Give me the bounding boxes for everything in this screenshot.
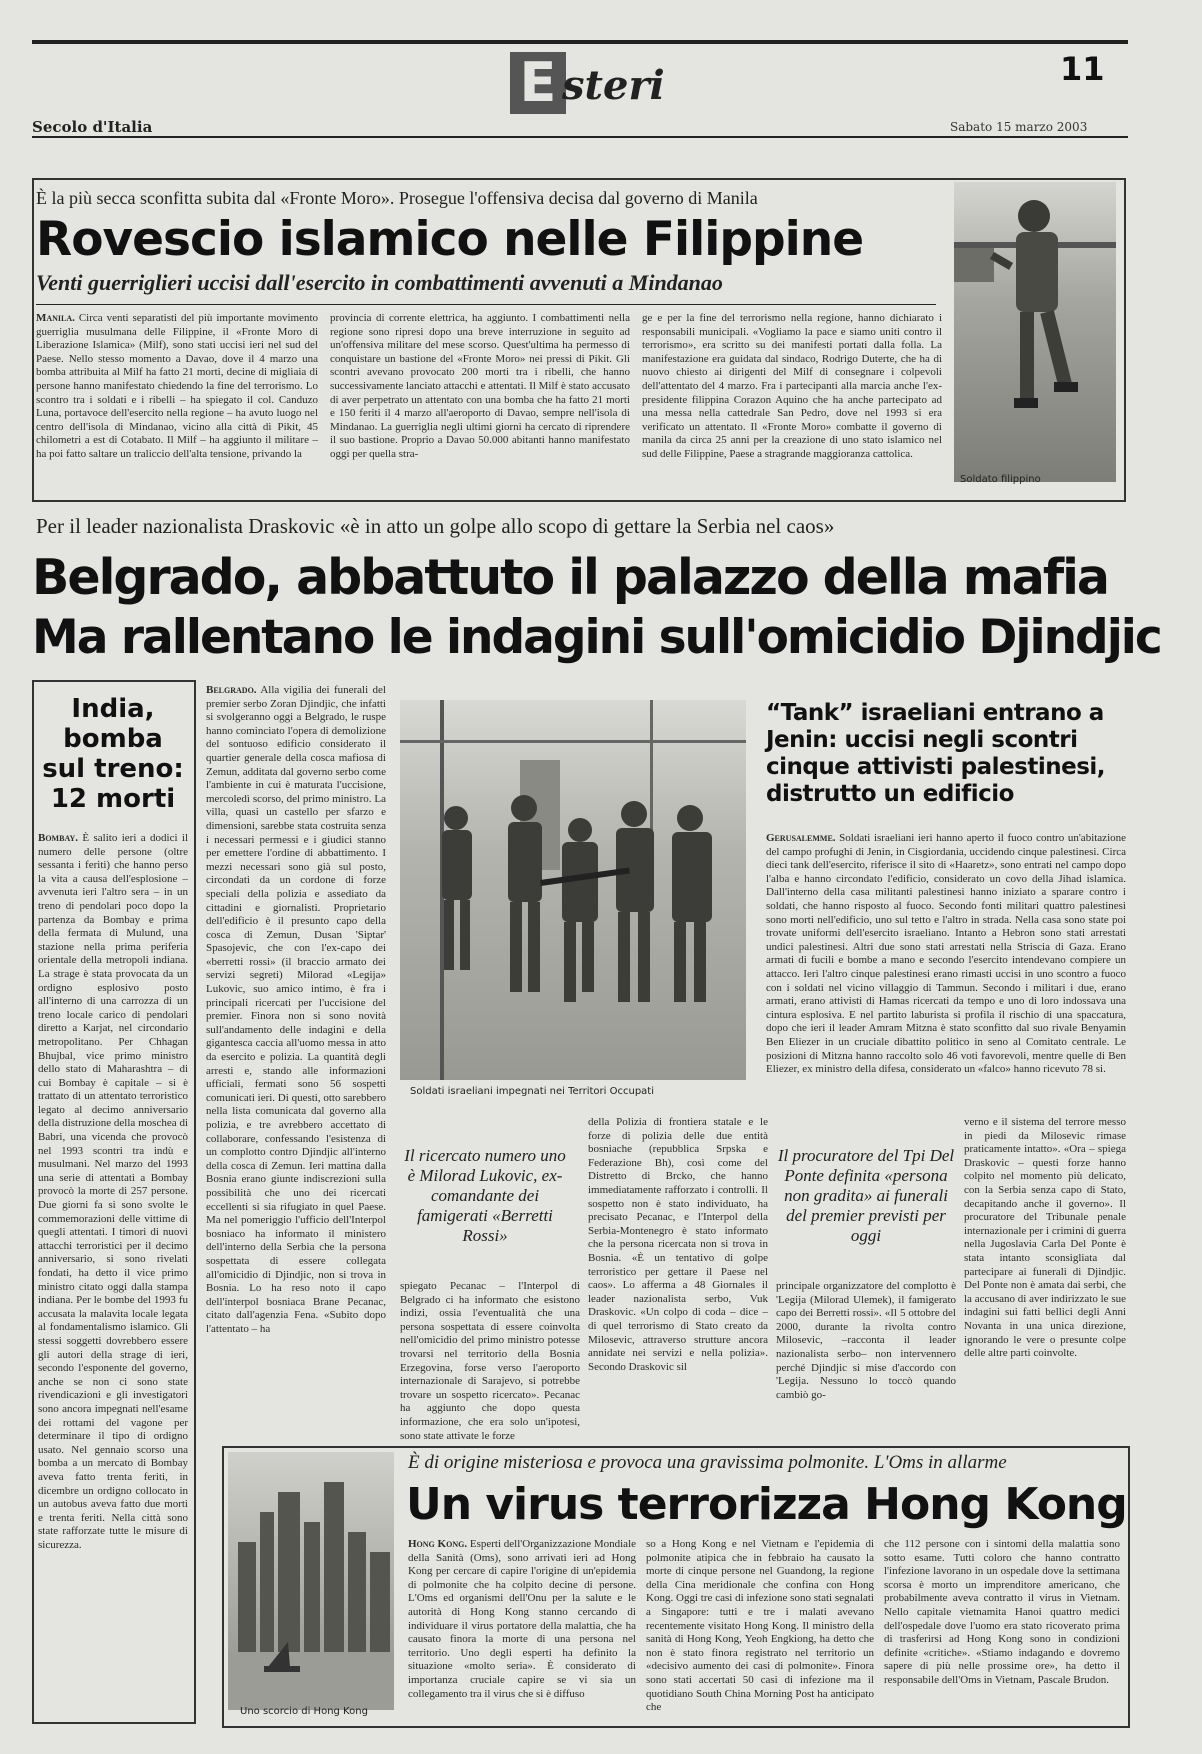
jenin-dateline: Gerusalemme. (766, 832, 836, 844)
philippines-col-2: provincia di corrente elettrica, ha aggiunto. I combattimenti nella regione sono ripresi dopo una breve interruzione in seguito ad un'offensiva militare del mese scorso. Quest'ultima ha permesso di conquistare un bastione del «Fronte Moro» nei pressi di Pikit. Gli scontri avevano provocato 200 morti tra i ribelli, che hanno successivamente lanciato attacchi e attentati. Il Milf è stato accusato di aver perpetrato un attentato con una bomba che ha fatto 21 morti e 150 feriti il 4 marzo all'aeroporto di Davao, sempre nell'isola di Mindanao. La guerriglia negli ultimi giorni ha cercato di riprendere il suo bastione. Proprio a Davao 50.000 abitanti hanno manifestato oggi per quella stra- (330, 312, 630, 460)
india-body-text: È salito ieri a dodici il numero delle persone (oltre sessanta i feriti) che hanno perso la vita a causa dell'esplosione – avvenuta ieri l'altro sera – in un treno di pendolari poco dopo la partenza da Bombay e prima della fermata di Mulund, una stazione nella prima periferia orientale della metropoli indiana. La strage è stata provocata da un ordigno esplosivo posto all'interno di una carrozza di un treno locale carico di pendolari diretto a Karjat, nel circondario metropolitano. Per Chhagan Bhujbal, vice primo ministro dello stato di Maharashtra – di cui Bombay è capitale – si è trattato di un attentato terroristico legato al decimo anniversario della distruzione della moschea di Babri, una vicenda che provocò nel 1993 scontri tra indù e musulmani. Nel marzo del 1993 una serie di attentati a Bombay provocò la morte di 257 persone. Due giorni fa si sono svolte le commemorazioni delle vittime di quegli attentati. I timori di nuovi attacchi terroristici per il decimo anniversario, si sono rivelati fondati, ha detto il vice primo ministro citato oggi dalla stampa indiana. Per le bombe del 1993 fu accusata la malavita locale legata al fondamentalismo islamico. Gli stessi soggetti dovrebbero essere gli autori della strage di ieri, secondo l'esponente del governo, anche se non ci sono state rivendicazioni e gli investigatori sono ancora impegnati nell'esame dei rottami del vagone per determinare il tipo di ordigno usato. Nel gennaio scorso una bomba a un mercato di Bombay aveva fatto trenta feriti, in dicembre un ordigno collocato in un autobus aveva fatto due morti e trenta feriti. Nella città sono state rafforzate tutte le misure di sicurezza. (38, 832, 189, 1551)
philippines-subhead: Venti guerriglieri uccisi dall'esercito in combattimenti avvenuti a Mindanao (36, 270, 723, 295)
hongkong-photo-caption: Uno scorcio di Hong Kong (240, 1706, 368, 1717)
section-letter-block (510, 52, 566, 114)
philippines-sub-rule (36, 304, 936, 305)
india-dateline: Bombay. (38, 832, 79, 844)
belgrade-headline-2: Ma rallentano le indagini sull'omicidio Djindjic (32, 610, 1161, 665)
hongkong-col-3: che 112 persone con i sintomi della malattia sono sotto esame. Tutti coloro che hanno contratto l'infezione lavorano in un ospedale dove la settimana scorsa è morto un imprenditore americano, che probabilmente aveva contratto il virus in Vietnam. Nello capitale vietnamita Hanoi quattro medici dell'ospedale dove l'uomo era stato ricoverato prima di trasferirsi ad Hong Kong sono in condizioni definite «critiche». «Stiamo indagando e dovremo sapere di più nelle prossime ore», ha detto il responsabile dell'Oms in Vietnam, Pascale Brudon. (884, 1538, 1120, 1686)
philippines-kicker: È la più secca sconfitta subita dal «Fronte Moro». Prosegue l'offensiva decisa dal governo di Manila (36, 188, 758, 208)
belgrade-headline-1: Belgrado, abbattuto il palazzo della mafia (32, 549, 1108, 606)
hongkong-skyline-photo (228, 1452, 394, 1710)
india-body (38, 832, 188, 1712)
philippines-col-1 (36, 312, 318, 492)
jenin-headline: “Tank” israeliani entrano a Jenin: uccisi negli scontri cinque attivisti palestinesi, distrutto un edificio (766, 700, 1106, 807)
hongkong-dateline: Hong Kong. (408, 1538, 468, 1550)
belgrade-kicker: Per il leader nazionalista Draskovic «è in atto un golpe allo scopo di gettare la Serbia nel caos» (36, 514, 835, 538)
section-title: steri (562, 62, 665, 109)
hongkong-kicker: È di origine misteriosa e provoca una gravissima polmonite. L'Oms in allarme (408, 1452, 1007, 1473)
belgrade-col-1 (206, 684, 386, 1416)
belgrade-pull-quote-2: Il procuratore del Tpi Del Ponte definita «persona non gradita» ai funerali del premier previsti per oggi (777, 1146, 955, 1245)
belgrade-col-1-text: Alla vigilia dei funerali del premier serbo Zoran Djindjic, che infatti si svolgeranno oggi a Belgrado, le ruspe hanno cominciato l'opera di demolizione del sontuoso edificio considerato il quartier generale della cosca mafiosa di Zemun, additata dal governo serbo come l'ambiente in cui è maturata l'uccisione, mercoledì scorso, del primo ministro. La villa, quasi un castello per sfarzo e dimensioni, sarebbe stata costruita senza i necessari permessi e i giudici stanno per emettere l'ordine di abbattimento. I mezzi necessari sono già sul posto, circondati da un cordone di forze speciali della polizia e assediato da cittadini e giornalisti. Proprietario dell'edificio è il presunto capo della cosca di Zemun, Dusan 'Siptar' Spasojevic, che con l'ex-capo dei «berretti rossi» (il braccio armato dei servizi segreti) Milorad «Legija» Lukovic, suo amico intimo, è fra i principali ricercati per l'uccisione del premier. Finora non si sono novità sull'andamento delle indagini e della gigantesca caccia all'uomo messa in atto da esercito e polizia. La quantità degli arresti e, stando alle informazioni ufficiali, fermati sono 56 sospetti comunicati ieri. Di questi, otto sarebbero nella lista comunicata dal governo alla polizia, e tre avrebbero accettato di collaborare, confessando l'esistenza di un complotto contro Djindjic all'interno della cosca di Zemun. Ieri mattina dalla Bosnia erano giunte indiscrezioni sulla possibilità che uno dei ricercati eccellenti si sia rifugiato in quel Paese. Ma nel pomeriggio l'ufficio dell'Interpol bosniaco ha informato il ministero dell'interno della Serbia che la persona sospettata di essere collegata all'omicidio di Djindjic, non si trova in Bosnia. Lo ha reso noto il capo dell'interpol bosniaca Brane Pecanac, citato dall'agenzia Fena. «Subito dopo l'attentato – ha (206, 684, 386, 1335)
belgrade-col-5: verno e il sistema del terrore messo in piedi da Milosevic rimase praticamente intatto». «Ora – spiega Draskovic – questi forze hanno colpito nel momento più delicato, con la Serbia senza capo di Stato, decapitando anche il governo». Il procuratore del Tribunale penale internazionale per i crimini di guerra nella Jugoslavia Carla Del Ponte è stata intanto sconsigliata dal partecipare ai funerali di Djindjic. Del Ponte non è amata dai serbi, che la accusano di aver indirizzato le sue indagini sui fatti bellici degli Anni Novanta in una unica direzione, ignorando le vere o presunte colpe delle altre parti coinvolte. (964, 1116, 1126, 1360)
philippines-headline: Rovescio islamico nelle Filippine (36, 212, 864, 267)
philippine-soldier-photo (954, 182, 1116, 482)
belgrade-col-2: spiegato Pecanac – l'Interpol di Belgrado ci ha informato che esistono indizi, ossia l'eventualità che una persona sospettata di essere coinvolta nell'omicidio del primo ministro potesse trovarsi nel territorio della Bosnia Erzegovina, forse verso l'aeroporto internazionale di Sarajevo, si potrebbe trovare un sospetto ricercato». Pecanac ha aggiunto che dopo questa informazione, che era solo un'ipotesi, sono state attivate le forze (400, 1280, 580, 1442)
belgrade-col-3: della Polizia di frontiera statale e le forze di polizia delle due entità bosniache (repubblica Srpska e Federazione Bh), così come del Distretto di Brcko, che hanno immediatamente rafforzato i controlli. Il sospetto non è stato individuato, ha precisato Pecanac, e l'Interpol della Serbia-Montenegro è stato informato che la persona ricercata non si trova in Bosnia. «È un tentativo di golpe terroristico per gettare il Paese nel caos». Lo afferma a 48 Giornales il leader nazionalista serbo, Vuk Draskovic. «Un colpo di coda – dice – di quel terrorismo di Stato creato da Milosevic, attraverso strutture ancora annidate nei servizi e nella polizia». Secondo Draskovic sil (588, 1116, 768, 1373)
jenin-body-text: Soldati israeliani ieri hanno aperto il fuoco contro un'abitazione del campo profughi di Jenin, in Cisgiordania, uccidendo cinque palestinesi. Circa dieci tank dell'esercito, riferisce il sito di «Haaretz», sono entrati nel campo dopo l'alba e hanno circondato l'edificio, considerato un covo della Jihad islamica. Dall'interno della casa militanti palestinesi hanno iniziato a sparare contro i soldati, che hanno risposto al fuoco. Secondo fonti militari quattro palestinesi sono morti nell'edificio, uno sul tetto e l'altro in strada. Nella casa sono state poi trovate uniformi dell'esercito israeliano. Intanto a Hebron sono stati arrestati undici palestinesi. Altri due sono stati arrestati nella Striscia di Gaza. Erano armati di fucili e bombe a mano e secondo l'esercito intendevano compiere un attacco. Ieri l'altro cinque palestinesi erano rimasti uccisi in uno scontro a fuoco con i soldati nel vicino villaggio di Tammun. Secondo i militari i due, erano armati, erano attivisti di Hamas ricercati da tempo e uno di loro indossava una cintura esplosiva. E nel partito laburista si profila il rischio di una spaccatura, dopo che ieri il leader Amram Mitzna è stato sconfitto dal suo rivale Benyamin Ben Eliezer in un cruciale dibattito politico in seno al Comitato centrale. Le posizioni di Mitzna hanno raccolto solo 46 voti favorevoli, mentre quelle di Ben Eliezer, ex ministro della difesa, considerato un «falco» hanno ricevuto 78 si. (766, 832, 1127, 1076)
belgrade-col-4: principale organizzatore del complotto è 'Legija (Milorad Ulemek), il famigerato capo dei Berretti rossi». «Il 5 ottobre del 2000, durante la rivolta contro Milosevic, –racconta il leader nazionalista serbo– non intervennero perché Djindjic si mise d'accordo con 'Legija. Nessuno lo toccò quando cambiò go- (776, 1280, 956, 1401)
section-letter: E (519, 51, 557, 114)
skyline-icon (228, 1452, 394, 1710)
philippines-col-3: ge e per la fine del terrorismo nella regione, hanno dichiarato i responsabili municipali. «Vogliamo la pace e siamo uniti contro il terrorismo», era scritto su dei manifesti portati dalla folla. La manifestazione era guidata dal sindaco, Rodrigo Duterte, che ha di nuovo chiesto ai dirigenti del Milf di consegnare i colpevoli dell'attentato del 4 marzo. Fra i partecipanti alla marcia anche l'ex-presidente filippina Corazon Aquino che ha anche partecipato ad una messa nella cattedrale San Pedro, dove nel 1993 si era verificato un attentato. Il «Fronte Moro» combatte il governo di manila da circa 25 anni per la creazione di uno stato islamico nel sud delle Filippine, Paese a stragrande maggioranza cattolica. (642, 312, 942, 460)
israeli-soldiers-photo (400, 700, 746, 1080)
hongkong-headline: Un virus terrorizza Hong Kong (406, 1479, 1127, 1530)
issue-date: Sabato 15 marzo 2003 (950, 120, 1088, 134)
hongkong-col-1-text: Esperti dell'Organizzazione Mondiale della Sanità (Oms), sono arrivati ieri ad Hong Kong per cercare di capire l'origine di un'epidemia di polmonite che ha colpito decine di persone. L'Oms ed organismi dell'Onu per la salute e le autorità di Hong Kong stanno cercando di individuare il virus portatore della malattia, che ha causato finora la morte di una persona nel territorio. Uno degli esperti ha definito la situazione «molto seria». È considerato di importanza cruciale capire se vi sia un collegamento tra il virus che si è diffuso (408, 1538, 637, 1700)
philippines-dateline: Manila. (36, 312, 75, 324)
belgrade-pull-quote-1: Il ricercato numero uno è Milorad Lukovic, ex-comandante dei famigerati «Berretti Rossi» (404, 1146, 566, 1245)
soldier-figure-icon (954, 182, 1116, 482)
philippines-col-1-text: Circa venti separatisti del più importante movimento guerriglia musulmana delle Filippine, il «Fronte Moro di Liberazione Islamica» (Milf), sono stati uccisi ieri nel sud del Paese. Nello stesso momento a Davao, dove il 4 marzo una bomba attribuita al Milf ha fatto 21 morti, decine di migliaia di persone hanno manifestato chiedendo la fine del terrorismo. Lo scontro tra i soldati e i ribelli – ha spiegato il col. Canduzo Luna, portavoce dell'esercito nella regione – ha avuto luogo nel centro dell'isola di Mindanao, vicino alla città di Pikit, 45 chilometri a est di Cotabato. Il Milf – ha aggiunto il militare – ha poi fatto saltare un traliccio dell'alta tensione, privando la (36, 312, 319, 460)
philippines-photo-caption: Soldato filippino (960, 474, 1041, 485)
soldiers-scene-icon (400, 700, 746, 1080)
paper-name: Secolo d'Italia (32, 118, 153, 136)
india-headline: India, bomba sul treno: 12 morti (42, 694, 184, 814)
top-rule (32, 40, 1128, 44)
page-number: 11 (1060, 50, 1105, 88)
hongkong-col-2: so a Hong Kong e nel Vietnam e l'epidemia di polmonite atipica che in febbraio ha causato la morte di cinque persone nel Guandong, la regione della Cina meridionale che confina con Hong Kong. Oggi tre casi di infezione sono stati segnalati a Singapore: tutti e tre i malati avevano recentemente visitato Hong Kong. Il ministro della sanità di Hong Kong, Yeoh Engkiong, ha detto che non è stato finora registrato nel territorio un «decisivo aumento dei casi di polmonite». Finora sono stati accertati 50 casi di infezione ma il quotidiano South China Morning Post ha anticipato che (646, 1538, 874, 1714)
hongkong-col-1 (408, 1538, 636, 1718)
belgrade-dateline: Belgrado. (206, 684, 257, 696)
masthead-rule (32, 136, 1128, 138)
israeli-photo-caption: Soldati israeliani impegnati nei Territori Occupati (410, 1086, 654, 1097)
jenin-body (766, 832, 1126, 1096)
